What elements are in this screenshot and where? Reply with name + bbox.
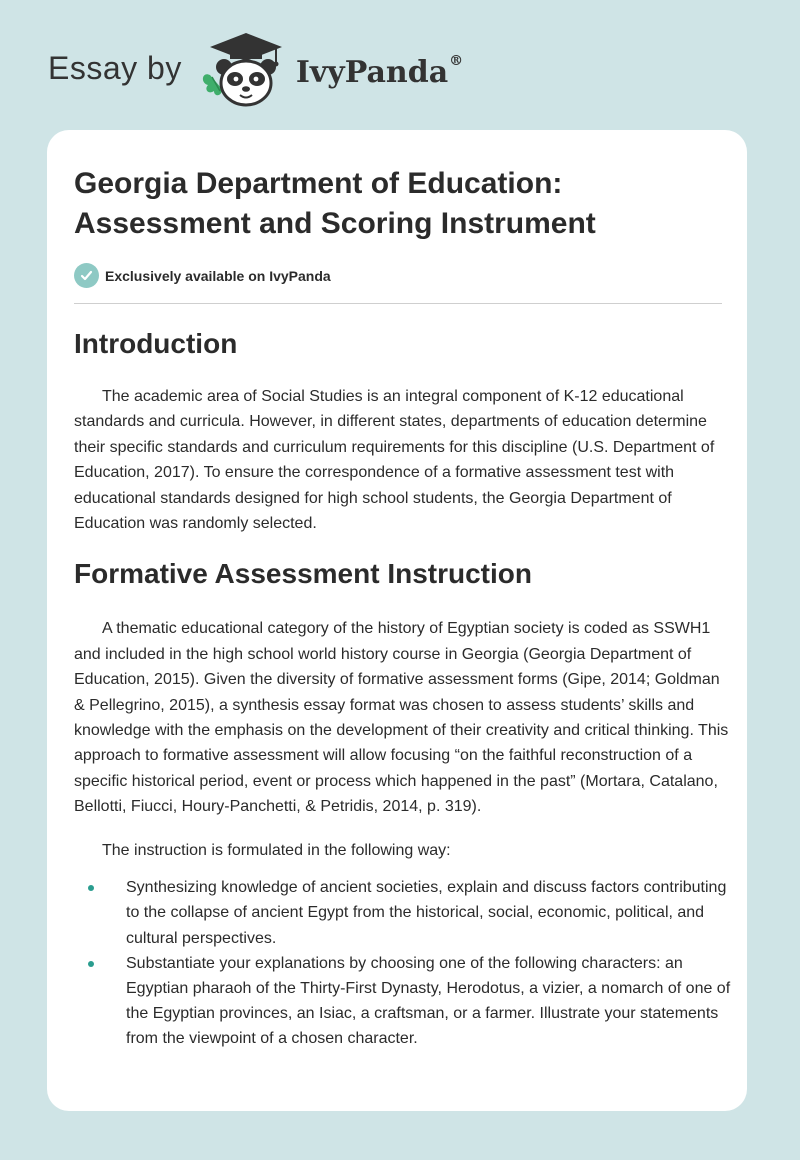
list-item-text: Synthesizing knowledge of ancient societies, explain and discuss factors contributing to the collapse of ancient Egypt from the historical, social, economic, political, and cultural perspectives.	[126, 879, 727, 947]
bullet-icon	[88, 885, 94, 891]
paragraph: The instruction is formulated in the following way:	[102, 841, 451, 859]
section-heading-introduction: Introduction	[74, 328, 238, 359]
essay-title: Georgia Department of Education: Assessment and Scoring Instrument	[74, 167, 596, 240]
paragraph: The academic area of Social Studies is an integral component of K-12 educational standards and curricula. However, in different states, departments of education determine their specific standards and curriculum requirements for this discipline (U.S. Department of Education, 2017). To ensure the correspondence of a formative assessment test with educational standards designed for high school students, the Georgia Department of Education was randomly selected.	[74, 388, 715, 533]
ivy-leaf-icon	[203, 74, 222, 95]
exclusive-badge	[74, 263, 331, 288]
essay-card	[47, 130, 747, 1111]
essay-by-label: Essay by	[48, 49, 182, 86]
list-item	[74, 875, 734, 951]
panda-logo-icon[interactable]	[196, 31, 296, 109]
list-item-text: Substantiate your explanations by choosing one of the following characters: an Egyptian pharaoh of the Thirty-First Dynasty, Herodotus, a vizier, a nomarch of one of the Egyptian provinces, an Isiac, a craftsman, or a farmer. Illustrate your statements from the viewpoint of a chosen character.	[126, 954, 731, 1048]
brand-text: IvyPanda	[295, 54, 449, 90]
list-item	[74, 951, 734, 1052]
registered-mark: ®	[449, 52, 464, 69]
brand-name[interactable]	[295, 52, 464, 90]
check-icon	[74, 263, 99, 288]
section-heading-formative-assessment: Formative Assessment Instruction	[74, 558, 532, 590]
paragraph: A thematic educational category of the history of Egyptian society is coded as SSWH1 and included in the high school world history course in Georgia (Georgia Department of Education, 2015). Given the diversity of formative assessment forms (Gipe, 2014; Goldman & Pellegrino, 2015), a synthesis essay format was chosen to assess students’ skills and knowledge with the emphasis on the development of their creativity and critical thinking. This approach to formative assessment will allow focusing “on the faithful reconstruction of a specific historical period, event or process which happened in the past” (Mortara, Catalano, Bellotti, Fiucci, Houry-Panchetti, & Petridis, 2014, p. 319).	[74, 620, 729, 816]
site-header	[48, 30, 463, 110]
bullet-icon	[88, 961, 94, 967]
instruction-list	[74, 875, 734, 1051]
essay-body	[74, 320, 734, 1052]
exclusive-label: Exclusively available on IvyPanda	[105, 267, 331, 284]
title-divider	[74, 303, 722, 304]
